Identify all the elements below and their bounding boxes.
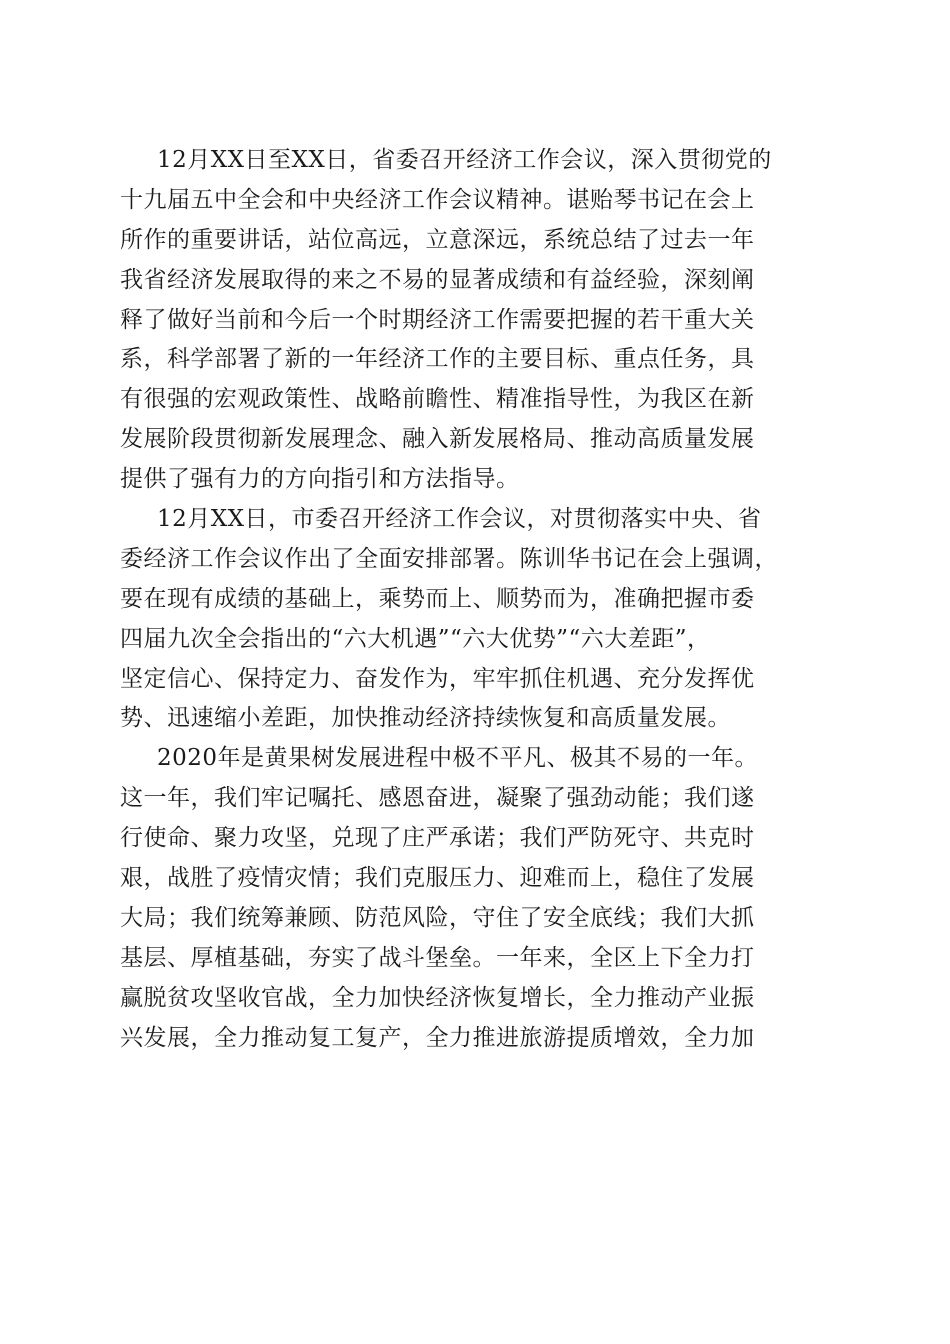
text-line: 这一年，我们牢记嘱托、感恩奋进，凝聚了强劲动能；我们遂 <box>120 785 755 812</box>
text-line: 发展阶段贯彻新发展理念、融入新发展格局、推动高质量发展 <box>120 426 755 453</box>
text-line: 所作的重要讲话，站位高远，立意深远，系统总结了过去一年 <box>120 226 755 253</box>
text-line: 势、迅速缩小差距，加快推动经济持续恢复和高质量发展。 <box>120 705 731 732</box>
text-line: 提供了强有力的方向指引和方法指导。 <box>120 466 520 493</box>
text-line: 大局；我们统筹兼顾、防范风险，守住了安全底线；我们大抓 <box>120 904 755 931</box>
text-line: 2020年是黄果树发展进程中极不平凡、极其不易的一年。 <box>157 745 759 772</box>
text-line: 有很强的宏观政策性、战略前瞻性、精准指导性，为我区在新 <box>120 386 755 413</box>
text-line: 四届九次全会指出的“六大机遇”“六大优势”“六大差距”， <box>120 625 711 652</box>
document-body <box>120 141 835 1058</box>
text-line: 系，科学部署了新的一年经济工作的主要目标、重点任务，具 <box>120 346 755 373</box>
text-line: 12月XX日，市委召开经济工作会议，对贯彻落实中央、省 <box>157 506 762 533</box>
text-line: 赢脱贫攻坚收官战，全力加快经济恢复增长，全力推动产业振 <box>120 984 755 1011</box>
paragraph-2 <box>120 500 835 739</box>
text-line: 委经济工作会议作出了全面安排部署。陈训华书记在会上强调， <box>120 545 778 572</box>
paragraph-3 <box>120 739 835 1058</box>
text-line: 要在现有成绩的基础上，乘势而上、顺势而为，准确把握市委 <box>120 585 755 612</box>
text-line: 释了做好当前和今后一个时期经济工作需要把握的若干重大关 <box>120 306 755 333</box>
text-line: 行使命、聚力攻坚，兑现了庄严承诺；我们严防死守、共克时 <box>120 825 755 852</box>
text-line: 坚定信心、保持定力、奋发作为，牢牢抓住机遇、充分发挥优 <box>120 665 755 692</box>
text-line: 兴发展，全力推动复工复产，全力推进旅游提质增效，全力加 <box>120 1024 755 1051</box>
text-line: 十九届五中全会和中央经济工作会议精神。谌贻琴书记在会上 <box>120 186 755 213</box>
text-line: 我省经济发展取得的来之不易的显著成绩和有益经验，深刻阐 <box>120 266 755 293</box>
text-line: 基层、厚植基础，夯实了战斗堡垒。一年来，全区上下全力打 <box>120 944 755 971</box>
text-line: 艰，战胜了疫情灾情；我们克服压力、迎难而上，稳住了发展 <box>120 865 755 892</box>
text-line: 12月XX日至XX日，省委召开经济工作会议，深入贯彻党的 <box>157 147 772 173</box>
paragraph-1 <box>120 141 835 500</box>
